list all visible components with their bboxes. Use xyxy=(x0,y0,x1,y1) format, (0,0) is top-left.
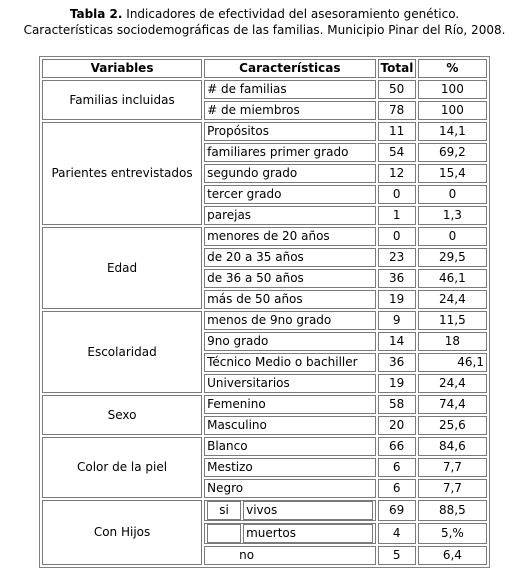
cell-total: 19 xyxy=(378,374,416,393)
cell-si: si xyxy=(207,501,241,520)
cell-char: menores de 20 años xyxy=(204,227,375,246)
table-row xyxy=(42,122,487,141)
cell-char-nested xyxy=(204,523,375,544)
group-label: Color de la piel xyxy=(42,437,202,498)
cell-pct: 11,5 xyxy=(418,311,487,330)
cell-char: tercer grado xyxy=(204,185,375,204)
cell-total: 1 xyxy=(378,206,416,225)
cell-char: 9no grado xyxy=(204,332,375,351)
cell-char xyxy=(204,546,375,565)
cell-total: 6 xyxy=(378,479,416,498)
data-table xyxy=(39,56,490,568)
group-label: Familias incluidas xyxy=(42,80,202,120)
cell-char-text: no xyxy=(239,548,255,562)
cell-total: 50 xyxy=(378,80,416,99)
cell-total: 11 xyxy=(378,122,416,141)
table-row xyxy=(42,311,487,330)
cell-total: 36 xyxy=(378,353,416,372)
cell-char: Masculino xyxy=(204,416,375,435)
cell-total: 0 xyxy=(378,185,416,204)
cell-char: vivos xyxy=(243,501,372,520)
group-label: Con Hijos xyxy=(42,500,202,565)
cell-char: más de 50 años xyxy=(204,290,375,309)
cell-pct: 0 xyxy=(418,227,487,246)
cell-total: 6 xyxy=(378,458,416,477)
cell-pct: 46,1 xyxy=(418,353,487,372)
cell-char: Femenino xyxy=(204,395,375,414)
nested-si-table xyxy=(205,501,374,520)
cell-pct: 7,7 xyxy=(418,479,487,498)
header-row xyxy=(42,59,487,78)
cell-char: Blanco xyxy=(204,437,375,456)
cell-pct: 6,4 xyxy=(418,546,487,565)
group-label: Edad xyxy=(42,227,202,309)
cell-pct: 74,4 xyxy=(418,395,487,414)
cell-pct: 84,6 xyxy=(418,437,487,456)
cell-char: Técnico Medio o bachiller xyxy=(204,353,375,372)
cell-total: 36 xyxy=(378,269,416,288)
header-pct: % xyxy=(418,59,487,78)
cell-total: 58 xyxy=(378,395,416,414)
cell-char: de 36 a 50 años xyxy=(204,269,375,288)
cell-char: Mestizo xyxy=(204,458,375,477)
cell-char: segundo grado xyxy=(204,164,375,183)
table-row xyxy=(42,227,487,246)
caption-table-number: Tabla 2. xyxy=(69,7,123,21)
cell-total: 23 xyxy=(378,248,416,267)
cell-char: Negro xyxy=(204,479,375,498)
cell-pct: 15,4 xyxy=(418,164,487,183)
cell-pct: 29,5 xyxy=(418,248,487,267)
cell-pct: 88,5 xyxy=(418,500,487,521)
cell-pct: 1,3 xyxy=(418,206,487,225)
cell-total: 9 xyxy=(378,311,416,330)
header-total: Total xyxy=(378,59,416,78)
cell-pct: 7,7 xyxy=(418,458,487,477)
caption-line-2: Características sociodemográficas de las familias. Municipio Pinar del Río, 2008. xyxy=(23,23,506,37)
cell-char: # de familias xyxy=(204,80,375,99)
caption-line-1 xyxy=(0,6,529,22)
cell-pct: 69,2 xyxy=(418,143,487,162)
cell-pct: 24,4 xyxy=(418,374,487,393)
header-variables: Variables xyxy=(42,59,202,78)
cell-pct: 14,1 xyxy=(418,122,487,141)
cell-char: # de miembros xyxy=(204,101,375,120)
cell-pct: 5,% xyxy=(418,523,487,544)
cell-char: familiares primer grado xyxy=(204,143,375,162)
cell-char: muertos xyxy=(243,524,372,543)
header-caracteristicas: Características xyxy=(204,59,375,78)
group-label: Escolaridad xyxy=(42,311,202,393)
cell-char: Universitarios xyxy=(204,374,375,393)
cell-pct: 100 xyxy=(418,80,487,99)
cell-total: 19 xyxy=(378,290,416,309)
group-label: Sexo xyxy=(42,395,202,435)
nested-si-table xyxy=(205,524,374,543)
cell-pct: 100 xyxy=(418,101,487,120)
table-row xyxy=(42,80,487,99)
cell-total: 5 xyxy=(378,546,416,565)
cell-char: parejas xyxy=(204,206,375,225)
cell-total: 69 xyxy=(378,500,416,521)
cell-pct: 25,6 xyxy=(418,416,487,435)
table-row xyxy=(42,395,487,414)
cell-char-nested xyxy=(204,500,375,521)
table-caption xyxy=(0,6,529,38)
group-label: Parientes entrevistados xyxy=(42,122,202,225)
table-row xyxy=(42,437,487,456)
caption-title: Indicadores de efectividad del asesoramiento genético. xyxy=(122,7,460,21)
table-row xyxy=(42,500,487,521)
cell-total: 78 xyxy=(378,101,416,120)
cell-total: 66 xyxy=(378,437,416,456)
cell-char: menos de 9no grado xyxy=(204,311,375,330)
cell-char: Propósitos xyxy=(204,122,375,141)
cell-pct: 18 xyxy=(418,332,487,351)
cell-total: 54 xyxy=(378,143,416,162)
cell-total: 4 xyxy=(378,523,416,544)
cell-pct: 0 xyxy=(418,185,487,204)
cell-total: 12 xyxy=(378,164,416,183)
cell-total: 0 xyxy=(378,227,416,246)
cell-pct: 24,4 xyxy=(418,290,487,309)
cell-pct: 46,1 xyxy=(418,269,487,288)
cell-si-empty xyxy=(207,524,241,543)
cell-char: de 20 a 35 años xyxy=(204,248,375,267)
cell-total: 20 xyxy=(378,416,416,435)
cell-total: 14 xyxy=(378,332,416,351)
